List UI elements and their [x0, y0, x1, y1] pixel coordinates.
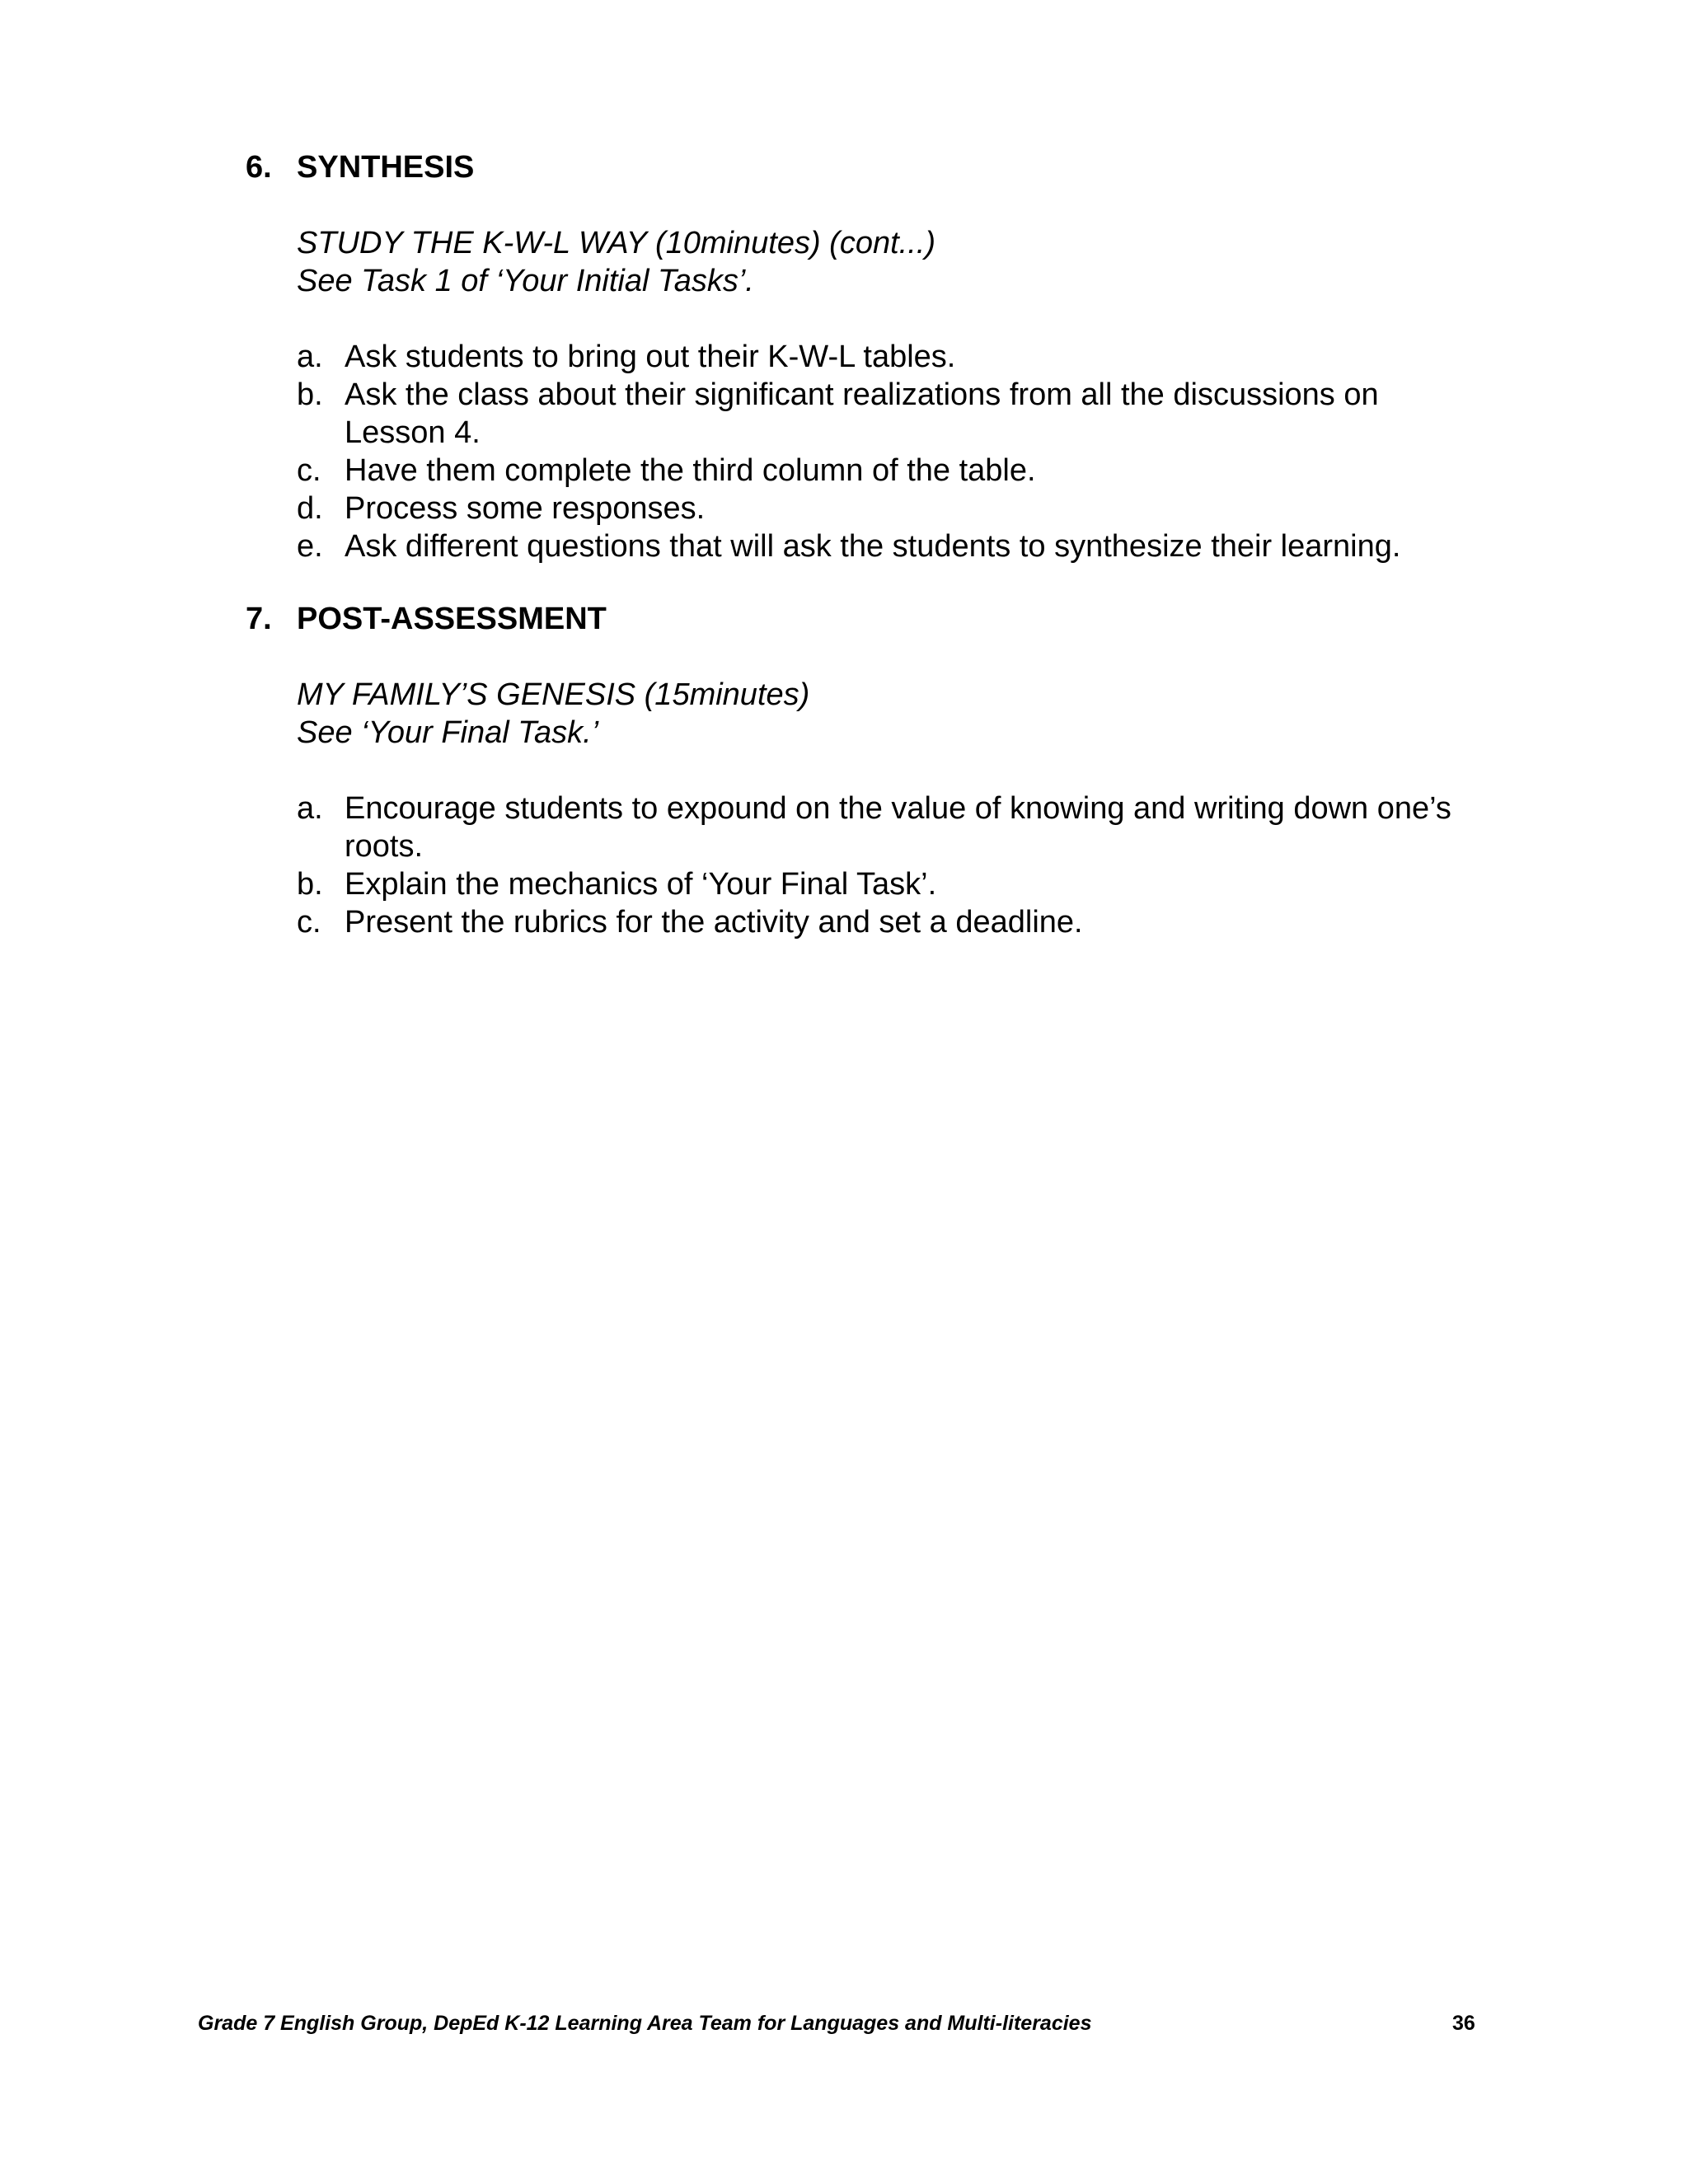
item-label: b. [297, 867, 323, 902]
list-item [297, 490, 1482, 527]
item-label: a. [297, 791, 323, 826]
item-label: d. [297, 491, 323, 526]
item-label: b. [297, 377, 323, 412]
activity-title: MY FAMILY’S GENESIS (15minutes) [297, 677, 810, 712]
step-list [297, 790, 1482, 941]
item-label: e. [297, 529, 323, 564]
section-heading [246, 600, 1482, 638]
activity-block [297, 676, 1482, 752]
activity-reference: See ‘Your Final Task.’ [297, 715, 599, 750]
step-list [297, 338, 1482, 565]
section-number: 6. [246, 150, 272, 185]
item-label: c. [297, 453, 321, 488]
section-title: POST-ASSESSMENT [297, 602, 607, 636]
list-item [297, 338, 1482, 376]
item-text: Ask the class about their significant realizations from all the discussions on Lesson 4. [345, 377, 1379, 450]
page-number: 36 [1452, 2012, 1475, 2035]
section-title: SYNTHESIS [297, 150, 475, 185]
activity-title: STUDY THE K-W-L WAY (10minutes) (cont...) [297, 226, 935, 260]
list-item [297, 376, 1482, 452]
list-item [297, 903, 1482, 941]
section-heading [246, 148, 1482, 186]
list-item [297, 452, 1482, 490]
list-item [297, 527, 1482, 565]
activity-reference: See Task 1 of ‘Your Initial Tasks’. [297, 264, 754, 298]
section-number: 7. [246, 602, 272, 636]
list-item [297, 790, 1482, 865]
footer-text: Grade 7 English Group, DepEd K-12 Learning Area Team for Languages and Multi-literacies [198, 2012, 1092, 2035]
item-text: Have them complete the third column of the table. [345, 453, 1036, 488]
list-item [297, 865, 1482, 903]
item-text: Ask students to bring out their K-W-L tables. [345, 340, 956, 374]
item-text: Process some responses. [345, 491, 706, 526]
item-text: Ask different questions that will ask the students to synthesize their learning. [345, 529, 1401, 564]
item-text: Present the rubrics for the activity and set a deadline. [345, 905, 1083, 940]
item-text: Explain the mechanics of ‘Your Final Task’. [345, 867, 937, 902]
item-label: c. [297, 905, 321, 940]
activity-block [297, 224, 1482, 300]
section-synthesis [246, 148, 1482, 565]
item-label: a. [297, 340, 323, 374]
section-post-assessment [246, 600, 1482, 941]
item-text: Encourage students to expound on the value of knowing and writing down one’s roots. [345, 791, 1451, 864]
